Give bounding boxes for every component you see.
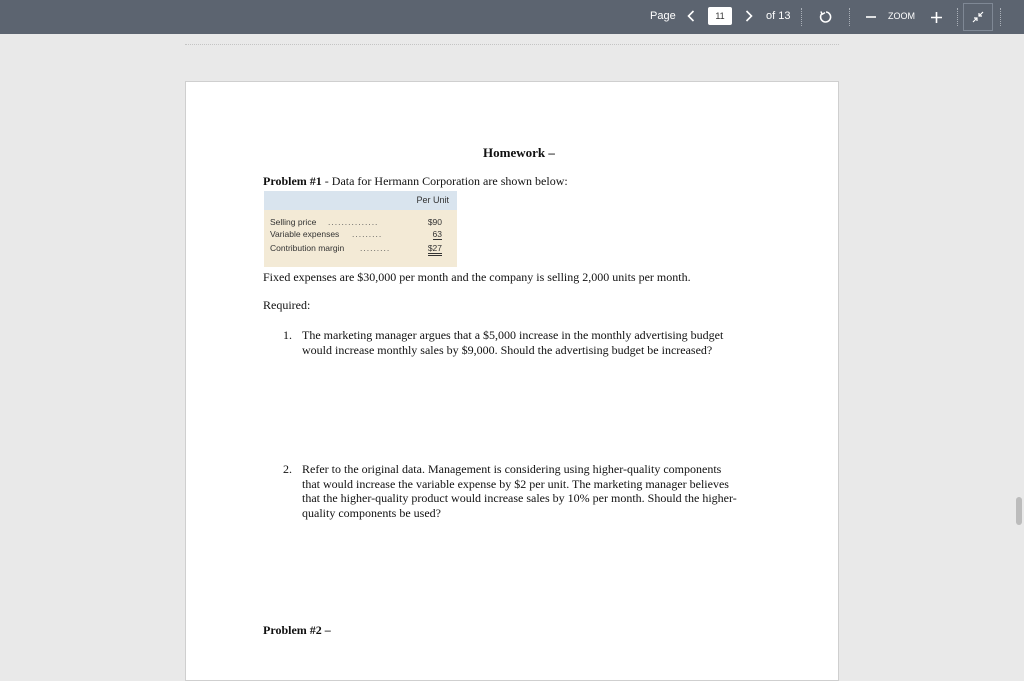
table-body: [264, 210, 457, 267]
required-label: Required:: [263, 298, 311, 312]
question-line: that would increase the variable expense by $2 per unit. The marketing manager believes: [302, 476, 729, 491]
leader-dots: .........: [352, 229, 383, 239]
row-label: Contribution margin: [270, 243, 345, 253]
page-number-input[interactable]: 11: [708, 7, 732, 25]
rotate-button[interactable]: [816, 7, 836, 27]
toolbar-divider: [1000, 8, 1001, 26]
exit-fullscreen-button[interactable]: [963, 3, 993, 31]
leader-dots: .........: [360, 243, 391, 253]
previous-page-edge: [185, 44, 839, 45]
question-text: [302, 462, 822, 520]
table-header: [264, 191, 457, 210]
next-page-button[interactable]: [742, 6, 756, 26]
problem-1-intro: [263, 174, 568, 189]
previous-page-button[interactable]: [684, 6, 698, 26]
page-count-label: of 13: [766, 10, 791, 22]
viewer-toolbar: [0, 0, 1024, 34]
row-value: 63: [432, 229, 442, 239]
row-value: $90: [427, 217, 442, 227]
table-row-contribution-margin: [270, 243, 450, 255]
document-page: [185, 81, 839, 681]
question-line: would increase monthly sales by $9,000. Should the advertising budget be increased?: [302, 342, 713, 357]
per-unit-data-table: [264, 191, 457, 267]
question-line: Refer to the original data. Management is considering using higher-quality components: [302, 462, 722, 476]
row-label: Selling price: [270, 217, 317, 227]
table-row-variable-expenses: [270, 229, 450, 241]
problem-2-heading: Problem #2 –: [263, 623, 331, 637]
vertical-scrollbar-thumb[interactable]: [1016, 497, 1022, 525]
question-line: quality components be used?: [302, 505, 441, 520]
collapse-icon: [972, 11, 984, 23]
question-line: The marketing manager argues that a $5,000 increase in the monthly advertising budget: [302, 328, 724, 342]
rotate-icon: [819, 10, 833, 24]
row-label: Variable expenses: [270, 229, 340, 239]
zoom-label: ZOOM: [888, 11, 915, 21]
problem-1-text: - Data for Hermann Corporation are shown below:: [321, 174, 568, 188]
table-row-selling-price: [270, 217, 450, 229]
per-unit-column-header: Per Unit: [416, 195, 449, 205]
zoom-in-button[interactable]: [928, 7, 944, 27]
toolbar-divider: [801, 8, 802, 26]
plus-icon: [931, 12, 942, 23]
question-number: 2.: [283, 462, 292, 476]
minus-icon: [866, 12, 876, 22]
page-label: Page: [650, 10, 676, 22]
leader-dots: ...............: [328, 217, 379, 227]
chevron-right-icon: [745, 10, 753, 22]
row-value: $27: [428, 243, 442, 256]
page-title: Homework –: [483, 145, 555, 160]
problem-1-heading: Problem #1: [263, 174, 322, 188]
question-line: that the higher-quality product would increase sales by 10% per month. Should the higher-: [302, 491, 737, 505]
question-text: [302, 328, 822, 357]
zoom-out-button[interactable]: [864, 7, 878, 27]
chevron-left-icon: [687, 10, 695, 22]
fixed-expenses-text: Fixed expenses are $30,000 per month and the company is selling 2,000 units per month.: [263, 270, 691, 284]
question-number: 1.: [283, 328, 292, 342]
toolbar-divider: [849, 8, 850, 26]
toolbar-divider: [957, 8, 958, 26]
